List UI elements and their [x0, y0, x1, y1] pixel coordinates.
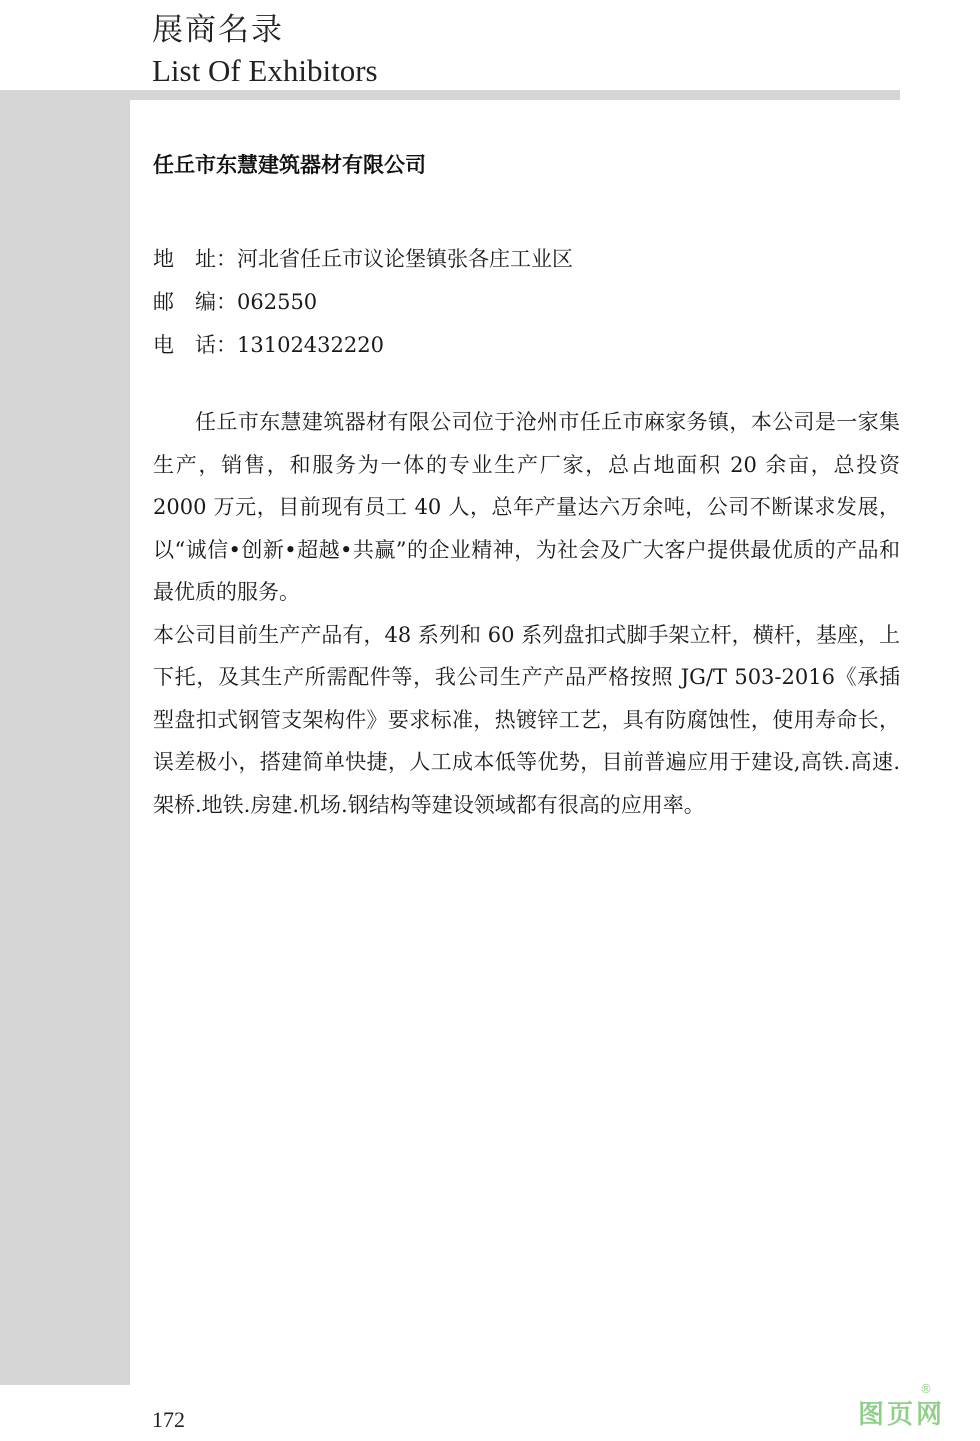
exhibitor-entry: [153, 140, 900, 826]
address-line: [153, 238, 900, 281]
address-label: 地 址：: [153, 247, 237, 271]
postcode-value: 062550: [237, 290, 318, 314]
description-paragraph: 本公司目前生产产品有，48 系列和 60 系列盘扣式脚手架立杆，横杆，基座，上下托，及其生产所需配件等，我公司生产产品严格按照 JG/T 503-2016《承插型盘扣式钢管支架构件》要求标准，热镀锌工艺，具有防腐蚀性，使用寿命长，误差极小，搭建简单快捷，人工成本低等优势，目前普遍应用于建设,高铁.高速.架桥.地铁.房建.机场.钢结构等建设领域都有很高的应用率。: [153, 622, 900, 817]
page-header: [0, 0, 980, 92]
contact-block: [153, 238, 900, 367]
company-description: [153, 401, 900, 826]
page-number: 172: [152, 1407, 185, 1432]
watermark-logo: 图页网: [858, 1400, 946, 1430]
header-divider: [0, 90, 900, 100]
header-title-chinese: 展商名录: [152, 12, 284, 48]
postcode-label: 邮 编：: [153, 290, 237, 314]
postcode-line: [153, 281, 900, 324]
header-title-english: List Of Exhibitors: [152, 53, 378, 88]
address-value: 河北省任丘市议论堡镇张各庄工业区: [237, 247, 573, 271]
left-sidebar-band: [0, 100, 130, 1385]
company-name: 任丘市东慧建筑器材有限公司: [153, 153, 426, 177]
registered-mark: ®: [920, 1382, 932, 1396]
description-paragraph: 任丘市东慧建筑器材有限公司位于沧州市任丘市麻家务镇，本公司是一家集生产，销售，和服务为一体的专业生产厂家，总占地面积 20 余亩，总投资 2000 万元，目前现有员工 40 人，总年产量达六万余吨，公司不断谋求发展，以“诚信•创新•超越•共赢”的企业精神，为社会及广大客户提供最优质的产品和最优质的服务。: [153, 410, 900, 604]
phone-value: 13102432220: [237, 333, 384, 357]
phone-line: [153, 324, 900, 367]
phone-label: 电 话：: [153, 333, 237, 357]
